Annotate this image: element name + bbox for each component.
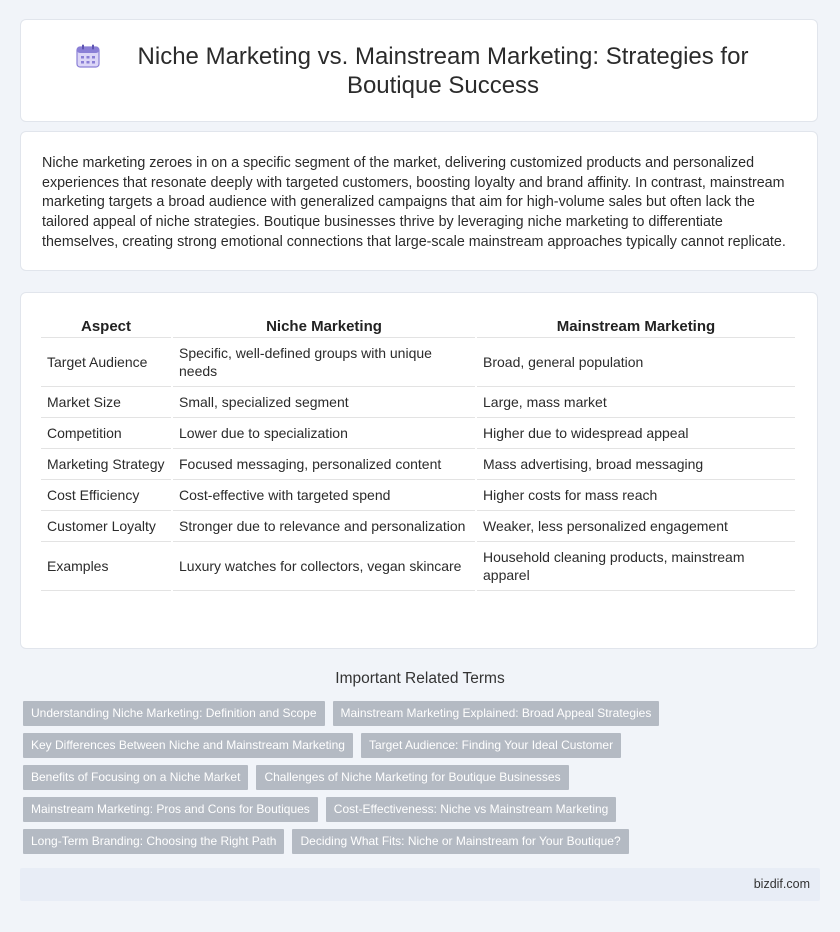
intro-text: Niche marketing zeroes in on a specific segment of the market, delivering customized products and personalized experiences that resonate deeply with targeted customers, boosting loyalty and brand affinity. In contrast, mainstream marketing targets a broad audience with generalized campaigns that aim for high-volume sales but often lack the tailored appeal of niche strategies. Boutique businesses thrive by leveraging niche marketing to differentiate themselves, creating strong emotional connections that large-scale mainstream approaches typically cannot replicate. [42, 155, 786, 250]
related-tags [23, 701, 823, 861]
cell-aspect: Market Size [41, 387, 171, 418]
tag-row [23, 765, 823, 790]
cell-aspect: Marketing Strategy [41, 449, 171, 480]
table-row [41, 418, 795, 449]
cell-aspect: Examples [41, 542, 171, 591]
cell-niche: Small, specialized segment [173, 387, 475, 418]
tag-row [23, 733, 823, 758]
related-tag[interactable]: Target Audience: Finding Your Ideal Customer [361, 733, 621, 758]
cell-niche: Cost-effective with targeted spend [173, 480, 475, 511]
table-row [41, 387, 795, 418]
cell-niche: Stronger due to relevance and personalization [173, 511, 475, 542]
cell-mainstream: Weaker, less personalized engagement [477, 511, 795, 542]
cell-aspect: Competition [41, 418, 171, 449]
related-tag[interactable]: Long-Term Branding: Choosing the Right Path [23, 829, 284, 854]
cell-mainstream: Broad, general population [477, 338, 795, 387]
cell-aspect: Target Audience [41, 338, 171, 387]
tag-row [23, 797, 823, 822]
cell-niche: Luxury watches for collectors, vegan skincare [173, 542, 475, 591]
cell-mainstream: Household cleaning products, mainstream apparel [477, 542, 795, 591]
related-tag[interactable]: Deciding What Fits: Niche or Mainstream for Your Boutique? [292, 829, 628, 854]
related-tag[interactable]: Understanding Niche Marketing: Definition and Scope [23, 701, 325, 726]
header-mainstream: Mainstream Marketing [477, 315, 795, 338]
table-header-row [41, 315, 795, 338]
header-aspect: Aspect [41, 315, 171, 338]
tag-row [23, 829, 823, 854]
footer [20, 868, 820, 901]
related-tag[interactable]: Mainstream Marketing: Pros and Cons for Boutiques [23, 797, 318, 822]
table-row [41, 511, 795, 542]
table-row [41, 338, 795, 387]
cell-mainstream: Higher costs for mass reach [477, 480, 795, 511]
table-row [41, 449, 795, 480]
table-row [41, 480, 795, 511]
related-tag[interactable]: Cost-Effectiveness: Niche vs Mainstream Marketing [326, 797, 617, 822]
cell-niche: Focused messaging, personalized content [173, 449, 475, 480]
cell-niche: Lower due to specialization [173, 418, 475, 449]
cell-niche: Specific, well-defined groups with unique needs [173, 338, 475, 387]
related-tag[interactable]: Key Differences Between Niche and Mainstream Marketing [23, 733, 353, 758]
calendar-icon [75, 43, 101, 69]
header-inner [75, 42, 763, 100]
tag-row [23, 701, 823, 726]
page-title: Niche Marketing vs. Mainstream Marketing: Strategies for Boutique Success [137, 42, 749, 99]
cell-mainstream: Higher due to widespread appeal [477, 418, 795, 449]
header-niche: Niche Marketing [173, 315, 475, 338]
related-tag[interactable]: Challenges of Niche Marketing for Boutique Businesses [256, 765, 568, 790]
cell-aspect: Cost Efficiency [41, 480, 171, 511]
cell-aspect: Customer Loyalty [41, 511, 171, 542]
table-row [41, 542, 795, 591]
related-terms-title: Important Related Terms [335, 670, 505, 687]
footer-site-link[interactable]: bizdif.com [753, 877, 810, 891]
header-card [20, 19, 818, 122]
comparison-card [20, 292, 818, 649]
related-tag[interactable]: Mainstream Marketing Explained: Broad Appeal Strategies [333, 701, 660, 726]
related-tag[interactable]: Benefits of Focusing on a Niche Market [23, 765, 248, 790]
cell-mainstream: Large, mass market [477, 387, 795, 418]
cell-mainstream: Mass advertising, broad messaging [477, 449, 795, 480]
comparison-table [39, 315, 797, 591]
intro-card [20, 131, 818, 271]
